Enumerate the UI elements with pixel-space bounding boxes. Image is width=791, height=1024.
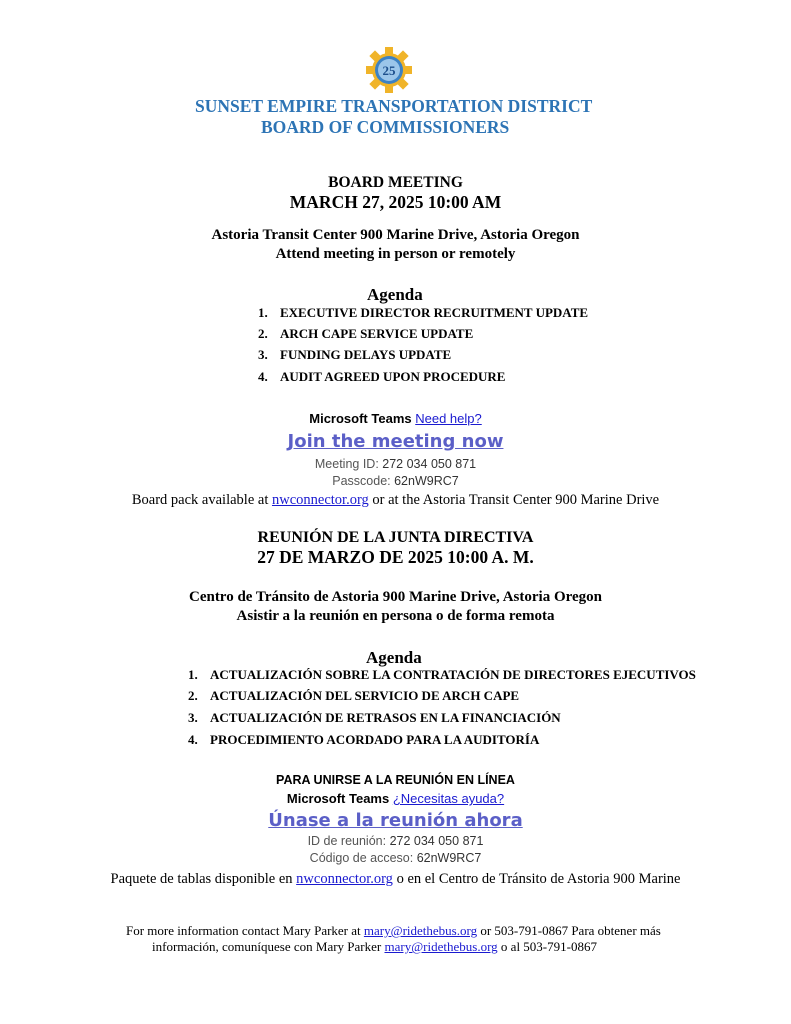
- board-pack-note: [0, 493, 791, 508]
- footer-text: información, comuníquese con Mary Parker: [152, 939, 382, 954]
- item-number: 2.: [258, 326, 268, 341]
- agenda-heading-es: Agenda: [366, 648, 422, 667]
- agenda-heading: Agenda: [367, 285, 423, 304]
- passcode: [0, 475, 791, 488]
- nwconnector-link[interactable]: nwconnector.org: [271, 492, 369, 508]
- board-pack-post: or at the Astoria Transit Center 900 Marine Drive: [372, 492, 660, 508]
- need-help-link-es[interactable]: ¿Necesitas ayuda?: [392, 791, 505, 806]
- need-help-link[interactable]: Need help?: [415, 411, 482, 426]
- teams-label: Microsoft Teams: [309, 411, 412, 426]
- svg-text:25: 25: [382, 63, 396, 78]
- join-meeting-link-es[interactable]: Únase a la reunión ahora: [268, 810, 523, 831]
- item-text: AUDIT AGREED UPON PROCEDURE: [280, 369, 506, 384]
- org-name: SUNSET EMPIRE TRANSPORTATION DISTRICT: [195, 96, 593, 116]
- meeting-title-es: REUNIÓN DE LA JUNTA DIRECTIVA: [257, 529, 534, 546]
- item-number: 4.: [188, 732, 198, 747]
- item-text: ACTUALIZACIÓN DEL SERVICIO DE ARCH CAPE: [210, 688, 520, 703]
- item-text: FUNDING DELAYS UPDATE: [280, 347, 452, 362]
- item-number: 4.: [258, 369, 268, 384]
- join-meeting-link[interactable]: Join the meeting now: [287, 431, 504, 452]
- attend-note: Attend meeting in person or remotely: [275, 246, 516, 262]
- teams-line: [0, 412, 791, 425]
- passcode-value: 62nW9RC7: [394, 474, 459, 488]
- online-heading-es: PARA UNIRSE A LA REUNIÓN EN LÍNEA: [276, 773, 515, 787]
- item-text: ACTUALIZACIÓN DE RETRASOS EN LA FINANCIACIÓN: [210, 710, 561, 725]
- board-pack-note-es: [0, 872, 791, 887]
- footer-text: or 503-791-0867 Para obtener más: [480, 923, 661, 938]
- email-link[interactable]: mary@ridethebus.org: [384, 939, 498, 954]
- meeting-location-es: Centro de Tránsito de Astoria 900 Marine Drive, Astoria Oregon: [188, 589, 602, 605]
- district-logo: [366, 47, 412, 93]
- passcode-es: [0, 852, 791, 865]
- board-pack-pre: Paquete de tablas disponible en: [110, 871, 293, 887]
- teams-label: Microsoft Teams: [286, 791, 390, 806]
- meeting-date-es: 27 DE MARZO DE 2025 10:00 A. M.: [257, 547, 534, 567]
- item-number: 1.: [258, 305, 268, 320]
- footer-line-2: [152, 940, 597, 953]
- meeting-id-es: [0, 835, 791, 848]
- item-number: 2.: [188, 688, 198, 703]
- item-text: ACTUALIZACIÓN SOBRE LA CONTRATACIÓN DE DIRECTORES EJECUTIVOS: [210, 667, 696, 682]
- footer-text: o al 503-791-0867: [500, 939, 597, 954]
- nwconnector-link-es[interactable]: nwconnector.org: [296, 871, 393, 887]
- passcode-value: 62nW9RC7: [416, 851, 482, 865]
- item-number: 3.: [258, 347, 268, 362]
- item-number: 3.: [188, 710, 198, 725]
- footer-line-1: [126, 924, 661, 937]
- gear-logo-icon: [366, 47, 412, 93]
- meeting-id-value: 272 034 050 871: [389, 834, 484, 848]
- item-text: PROCEDIMIENTO ACORDADO PARA LA AUDITORÍA: [210, 732, 540, 747]
- item-number: 1.: [188, 667, 198, 682]
- footer-text: For more information contact Mary Parker at: [126, 923, 361, 938]
- board-name: BOARD OF COMMISSIONERS: [261, 117, 510, 137]
- board-pack-pre: Board pack available at: [131, 492, 269, 508]
- item-text: EXECUTIVE DIRECTOR RECRUITMENT UPDATE: [280, 305, 589, 320]
- email-link[interactable]: mary@ridethebus.org: [363, 923, 478, 938]
- meeting-date: MARCH 27, 2025 10:00 AM: [289, 192, 502, 212]
- passcode-label: Passcode:: [332, 474, 391, 488]
- meeting-id-label: Meeting ID:: [314, 457, 379, 471]
- teams-line-es: [0, 792, 791, 805]
- meeting-id-label: ID de reunión:: [307, 834, 387, 848]
- meeting-location: Astoria Transit Center 900 Marine Drive, Astoria Oregon: [211, 227, 580, 243]
- item-text: ARCH CAPE SERVICE UPDATE: [280, 326, 474, 341]
- meeting-id: [0, 458, 791, 471]
- meeting-title: BOARD MEETING: [328, 174, 463, 191]
- passcode-label: Código de acceso:: [309, 851, 414, 865]
- meeting-id-value: 272 034 050 871: [382, 457, 477, 471]
- board-pack-post: o en el Centro de Tránsito de Astoria 900 Marine: [396, 871, 681, 887]
- attend-note-es: Asistir a la reunión en persona o de forma remota: [236, 608, 555, 624]
